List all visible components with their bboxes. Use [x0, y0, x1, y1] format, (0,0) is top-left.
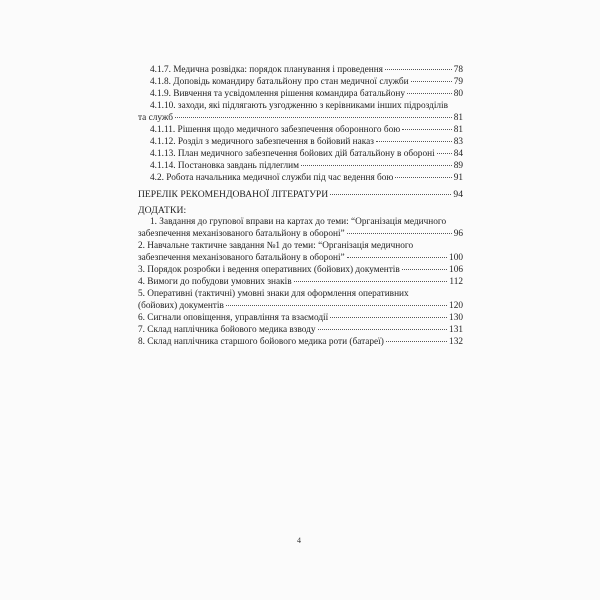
toc-entry-title: 4.1.10. заходи, які підлягають узгодженню з керівниками інших підрозділів [150, 101, 449, 111]
leader-dots [402, 269, 447, 270]
leader-dots [330, 317, 447, 318]
toc-entry [150, 65, 463, 76]
appendix-entry [138, 265, 463, 276]
toc-entry [150, 137, 463, 148]
toc-entry [138, 113, 463, 124]
toc-entry-page: 80 [453, 89, 463, 99]
leader-dots [226, 305, 447, 306]
appendix-page: 96 [453, 229, 463, 239]
appendix-page: 130 [449, 313, 463, 323]
toc-entry-title: 4.1.7. Медична розвідка: порядок планування і проведення [150, 65, 383, 75]
appendix-entry [138, 301, 463, 312]
toc-entry-page: 83 [453, 137, 463, 147]
appendix-title: забезпечення механізованого батальйону в обороні” [138, 229, 345, 239]
appendix-title: 1. Завдання до групової вправи на картах до теми: “Організація медичного [150, 217, 447, 227]
appendix-title: (бойових) документів [138, 301, 224, 311]
toc-entry [150, 101, 463, 112]
toc-entry-page: 89 [453, 161, 463, 171]
leader-dots [437, 153, 452, 154]
leader-dots [385, 69, 452, 70]
toc-entry-page: 78 [453, 65, 463, 75]
appendix-entry [138, 241, 463, 252]
appendix-title: 6. Сигнали оповіщення, управління та взаємодії [138, 313, 329, 323]
appendix-page: 131 [449, 325, 463, 335]
toc-entry [150, 77, 463, 88]
leader-dots [347, 233, 452, 234]
leader-dots [376, 141, 452, 142]
toc-entry-title: 4.1.13. План медичного забезпечення бойових дій батальйону в обороні [150, 149, 435, 159]
appendix-entry [138, 277, 463, 288]
toc-entry-page: 79 [453, 77, 463, 87]
toc-entry-title: 4.2. Робота начальника медичної служби під час ведення бою [150, 173, 394, 183]
appendix-entry [138, 289, 463, 300]
appendix-entry [138, 325, 463, 336]
toc-entry-title: 4.1.8. Доповідь командиру батальйону про стан медичної служби [150, 77, 409, 87]
toc-entry-title: 4.1.9. Вивчення та усвідомлення рішення командира батальйону [150, 89, 406, 99]
appendix-title: 8. Склад наплічника старшого бойового медика роти (батареї) [138, 337, 384, 347]
leader-dots [347, 257, 447, 258]
toc-entry [150, 89, 463, 100]
toc-entry-title: 4.1.12. Розділ з медичного забезпечення в бойовий наказ [150, 137, 374, 147]
leader-dots [318, 329, 447, 330]
toc-literature-entry [138, 189, 463, 200]
leader-dots [175, 117, 452, 118]
appendix-entry [150, 217, 463, 228]
appendix-title: 7. Склад наплічника бойового медика взводу [138, 325, 316, 335]
leader-dots [294, 281, 448, 282]
toc-entry-title: та служб [138, 113, 173, 123]
appendix-page: 100 [449, 253, 463, 263]
page-number: 4 [297, 536, 301, 545]
appendix-page: 106 [449, 265, 463, 275]
toc-entry [150, 149, 463, 160]
appendix-title: забезпечення механізованого батальйону в обороні” [138, 253, 345, 263]
toc-entry-page: 81 [453, 113, 463, 123]
appendix-page: 112 [449, 277, 463, 287]
leader-dots [402, 129, 452, 130]
appendix-page: 132 [449, 337, 463, 347]
appendix-title: 3. Порядок розробки і ведення оперативних (бойових) документів [138, 265, 400, 275]
toc-entry-page: 91 [453, 173, 463, 183]
leader-dots [395, 177, 451, 178]
leader-dots [386, 341, 447, 342]
toc-entry-title: 4.1.11. Рішення щодо медичного забезпечення оборонного бою [150, 125, 401, 135]
leader-dots [301, 165, 452, 166]
toc-entry [150, 125, 463, 136]
appendix-entry [138, 229, 463, 240]
toc-entry [150, 173, 463, 184]
appendix-page: 120 [449, 301, 463, 311]
appendix-entry [138, 337, 463, 348]
appendix-entry [138, 313, 463, 324]
appendix-entry [138, 253, 463, 264]
toc-entry [150, 161, 463, 172]
toc-entry-page: 84 [453, 149, 463, 159]
appendix-title: 2. Навчальне тактичне завдання №1 до теми: “Організація медичного [138, 241, 414, 251]
leader-dots [330, 194, 451, 195]
appendix-title: 4. Вимоги до побудови умовних знаків [138, 277, 292, 287]
leader-dots [407, 93, 452, 94]
literature-page: 94 [453, 189, 463, 200]
appendix-heading: ДОДАТКИ: [138, 205, 187, 216]
leader-dots [411, 81, 452, 82]
toc-entry-title: 4.1.14. Постановка завдань підлеглим [150, 161, 299, 171]
toc-entry-page: 81 [453, 125, 463, 135]
literature-title: ПЕРЕЛІК РЕКОМЕНДОВАНОЇ ЛІТЕРАТУРИ [138, 189, 329, 200]
appendix-title: 5. Оперативні (тактичні) умовні знаки для оформлення оперативних [138, 289, 409, 299]
